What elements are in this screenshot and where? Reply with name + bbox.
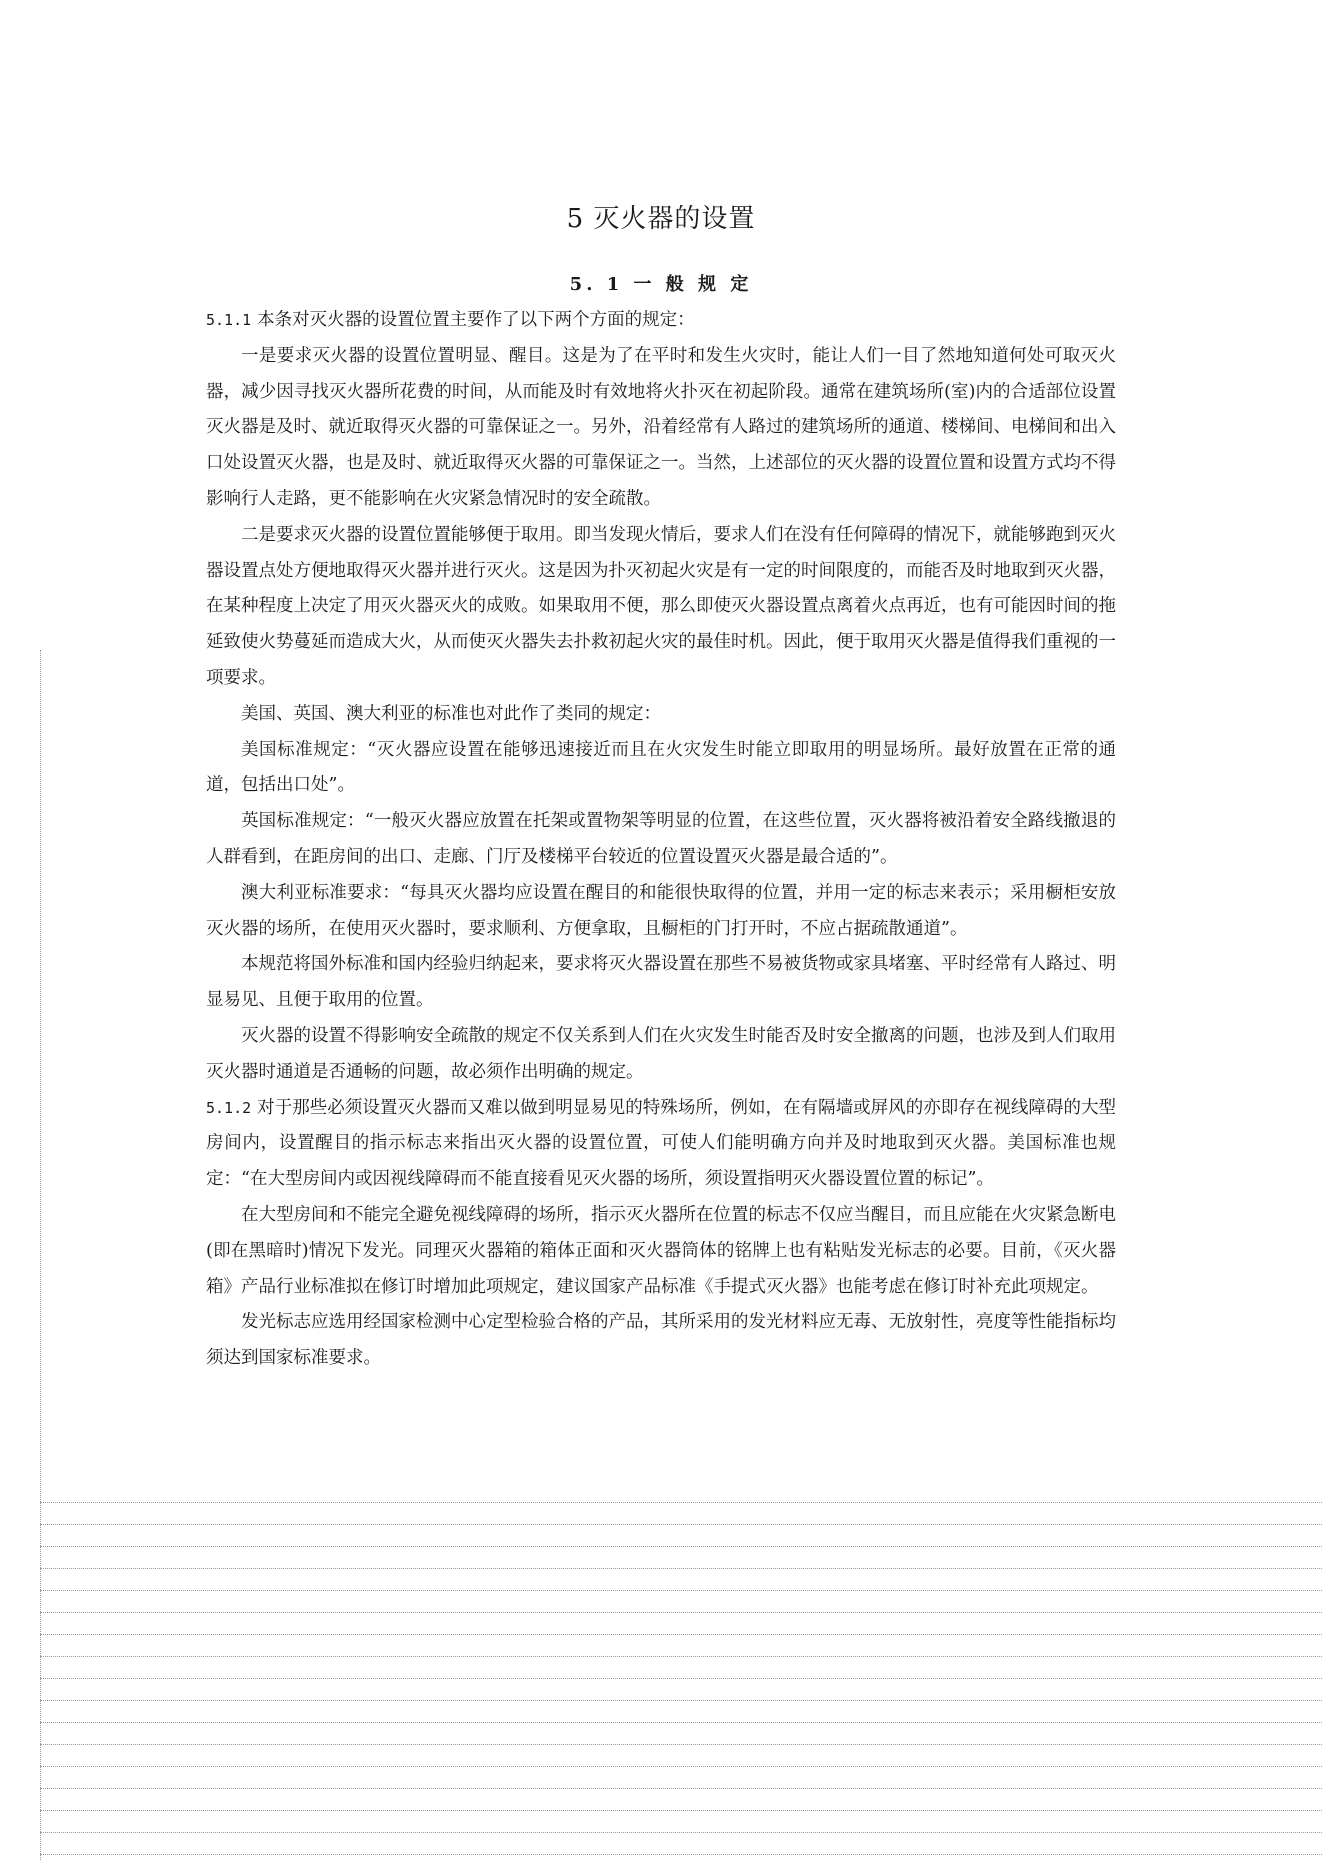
- dotted-rule: [40, 1568, 1322, 1569]
- dotted-rule: [40, 1700, 1322, 1701]
- dotted-rule: [40, 1524, 1322, 1525]
- clause-5-1-1: [206, 303, 1116, 339]
- paragraph: 美国标准规定：“灭火器应设置在能够迅速接近而且在火灾发生时能立即取用的明显场所。最好放置在正常的通道，包括出口处”。: [206, 739, 1116, 796]
- paragraph: 澳大利亚标准要求：“每具灭火器均应设置在醒目的和能很快取得的位置，并用一定的标志来表示；采用橱柜安放灭火器的场所，在使用灭火器时，要求顺利、方便拿取，且橱柜的门打开时，不应占据疏散通道”。: [206, 882, 1116, 939]
- paragraph: 灭火器的设置不得影响安全疏散的规定不仅关系到人们在火灾发生时能否及时安全撤离的问题，也涉及到人们取用灭火器时通道是否通畅的问题，故必须作出明确的规定。: [206, 1025, 1116, 1082]
- paragraph: 二是要求灭火器的设置位置能够便于取用。即当发现火情后，要求人们在没有任何障碍的情况下，就能够跑到灭火器设置点处方便地取得灭火器并进行灭火。这是因为扑灭初起火灾是有一定的时间限度的，而能否及时地取到灭火器，在某种程度上决定了用灭火器灭火的成败。如果取用不便，那么即使灭火器设置点离着火点再近，也有可能因时间的拖延致使火势蔓延而造成大火，从而使灭火器失去扑救初起火灾的最佳时机。因此，便于取用灭火器是值得我们重视的一项要求。: [206, 524, 1116, 688]
- dotted-rule: [40, 1788, 1322, 1789]
- dotted-rule: [40, 1832, 1322, 1833]
- dotted-margin-rule: [40, 650, 41, 1860]
- dotted-rule: [40, 1810, 1322, 1811]
- section-title: 5. 1 一 般 规 定: [569, 274, 753, 295]
- dotted-rule: [40, 1656, 1322, 1657]
- paragraph: 在大型房间和不能完全避免视线障碍的场所，指示灭火器所在位置的标志不仅应当醒目，而且应能在火灾紧急断电(即在黑暗时)情况下发光。同理灭火器箱的箱体正面和灭火器筒体的铭牌上也有粘贴发光标志的必要。目前，《灭火器箱》产品行业标准拟在修订时增加此项规定，建议国家产品标准《手提式灭火器》也能考虑在修订时补充此项规定。: [206, 1204, 1116, 1297]
- clause-number: 5.1.2: [206, 1098, 252, 1117]
- dotted-rule: [40, 1590, 1322, 1591]
- clause-text: 本条对灭火器的设置位置主要作了以下两个方面的规定：: [257, 310, 695, 330]
- dotted-rule: [40, 1634, 1322, 1635]
- paragraph: 美国、英国、澳大利亚的标准也对此作了类同的规定：: [241, 703, 661, 724]
- paragraph: 本规范将国外标准和国内经验归纳起来，要求将灭火器设置在那些不易被货物或家具堵塞、平时经常有人路过、明显易见、且便于取用的位置。: [206, 954, 1116, 1011]
- dotted-rule: [40, 1744, 1322, 1745]
- paragraph: 发光标志应选用经国家检测中心定型检验合格的产品，其所采用的发光材料应无毒、无放射性，亮度等性能指标均须达到国家标准要求。: [206, 1312, 1116, 1369]
- chapter-title: 5 灭火器的设置: [566, 204, 756, 234]
- clause-5-1-2: [206, 1091, 1116, 1198]
- dotted-rule: [40, 1502, 1322, 1503]
- clause-number: 5.1.1: [206, 311, 252, 329]
- paragraph: 英国标准规定：“一般灭火器应放置在托架或置物架等明显的位置，在这些位置，灭火器将被沿着安全路线撤退的人群看到，在距房间的出口、走廊、门厅及楼梯平台较近的位置设置灭火器是最合适的”。: [206, 811, 1116, 867]
- dotted-rule: [40, 1612, 1322, 1613]
- paragraph: 一是要求灭火器的设置位置明显、醒目。这是为了在平时和发生火灾时，能让人们一目了然地知道何处可取灭火器，减少因寻找灭火器所花费的时间，从而能及时有效地将火扑灭在初起阶段。通常在建筑场所(室)内的合适部位设置灭火器是及时、就近取得灭火器的可靠保证之一。另外，沿着经常有人路过的建筑场所的通道、楼梯间、电梯间和出入口处设置灭火器，也是及时、就近取得灭火器的可靠保证之一。当然，上述部位的灭火器的设置位置和设置方式均不得影响行人走路，更不能影响在火灾紧急情况时的安全疏散。: [206, 345, 1116, 509]
- dotted-rule: [40, 1766, 1322, 1767]
- clause-text: 对于那些必须设置灭火器而又难以做到明显易见的特殊场所，例如，在有隔墙或屏风的亦即存在视线障碍的大型房间内，设置醒目的指示标志来指出灭火器的设置位置，可使人们能明确方向并及时地取到灭火器。美国标准也规定：“在大型房间内或因视线障碍而不能直接看见灭火器的场所，须设置指明灭火器设置位置的标记”。: [206, 1097, 1116, 1190]
- dotted-rule: [40, 1546, 1322, 1547]
- dotted-rule: [40, 1678, 1322, 1679]
- dotted-rule: [40, 1722, 1322, 1723]
- dotted-rule: [40, 1854, 1322, 1855]
- body-text: [206, 303, 1116, 1377]
